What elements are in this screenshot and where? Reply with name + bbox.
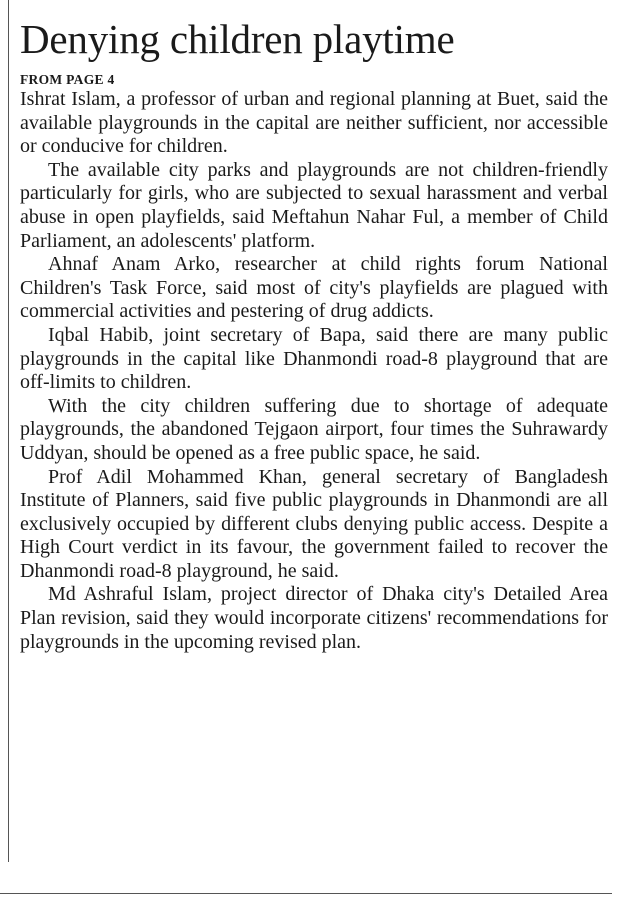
paragraph-1: Ishrat Islam, a professor of urban and regional planning at Buet, said the available playgrounds in the capital are neither sufficient, nor accessible or conducive for children. xyxy=(20,88,608,158)
article-body xyxy=(20,88,608,654)
jump-line: FROM PAGE 4 xyxy=(20,72,115,87)
column-left-rule xyxy=(8,0,9,862)
paragraph-2: The available city parks and playgrounds are not children-friendly particularly for girls, who are subjected to sexual harassment and verbal abuse in open playfields, said Meftahun Nahar Ful, a member of Child Parliament, an adolescents' platform. xyxy=(20,158,608,252)
paragraph-6: Prof Adil Mohammed Khan, general secretary of Bangladesh Institute of Planners, said five public playgrounds in Dhanmondi are all exclusively occupied by different clubs denying public access. Despite a High Court verdict in its favour, the government failed to recover the Dhanmondi road-8 playground, he said. xyxy=(20,465,608,582)
paragraph-5: With the city children suffering due to shortage of adequate playgrounds, the abandoned Tejgaon airport, four times the Suhrawardy Uddyan, should be opened as a free public space, he said. xyxy=(20,394,608,464)
paragraph-7: Md Ashraful Islam, project director of Dhaka city's Detailed Area Plan revision, said they would incorporate citizens' recommendations for playgrounds in the upcoming revised plan. xyxy=(20,583,608,653)
paragraph-4: Iqbal Habib, joint secretary of Bapa, said there are many public playgrounds in the capital like Dhanmondi road-8 playground that are off-limits to children. xyxy=(20,323,608,394)
column-bottom-rule xyxy=(0,893,612,894)
headline: Denying children playtime xyxy=(20,16,455,62)
news-article xyxy=(20,14,608,654)
paragraph-3: Ahnaf Anam Arko, researcher at child rights forum National Children's Task Force, said most of city's playfields are plagued with commercial activities and pestering of drug addicts. xyxy=(20,253,608,323)
